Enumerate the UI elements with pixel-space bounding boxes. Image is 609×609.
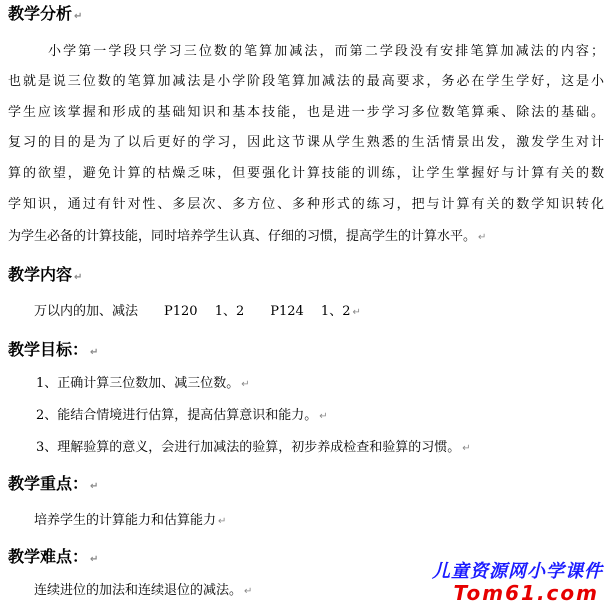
paragraph-mark-icon: ↵ bbox=[241, 379, 250, 390]
objective-item: 1、正确计算三位数加、减三位数。 ↵ bbox=[36, 376, 250, 391]
difficulties-heading: 教学难点： ↵ bbox=[8, 547, 99, 566]
key-points-heading: 教学重点： ↵ bbox=[8, 474, 99, 493]
paragraph-mark-icon: ↵ bbox=[319, 411, 328, 422]
analysis-line: 算的欲望，避免计算的枯燥乏味，但要强化计算技能的训练，让学生掌握好与计算有关的数 bbox=[8, 166, 604, 181]
paragraph-mark-icon: ↵ bbox=[90, 554, 99, 565]
analysis-heading: 教学分析 ↵ bbox=[8, 4, 83, 23]
content-heading: 教学内容 ↵ bbox=[8, 265, 83, 284]
paragraph-mark-icon: ↵ bbox=[244, 586, 253, 597]
objectives-heading: 教学目标： ↵ bbox=[8, 340, 99, 359]
objective-item: 3、理解验算的意义，会进行加减法的验算，初步养成检查和验算的习惯。 ↵ bbox=[36, 440, 471, 455]
paragraph-mark-icon: ↵ bbox=[74, 272, 83, 283]
watermark-latin-text: Tom61.com bbox=[453, 581, 599, 605]
paragraph-mark-icon: ↵ bbox=[462, 443, 471, 454]
objective-item: 2、能结合情境进行估算，提高估算意识和能力。 ↵ bbox=[36, 408, 328, 423]
content-text: 万以内的加、减法 P120 1、2 P124 1、2 ↵ bbox=[34, 304, 361, 319]
difficulties-text: 连续进位的加法和连续退位的减法。 ↵ bbox=[34, 583, 253, 598]
paragraph-mark-icon: ↵ bbox=[90, 347, 99, 358]
paragraph-mark-icon: ↵ bbox=[218, 516, 227, 527]
analysis-line: 复习的目的是为了以后更好的学习，因此这节课从学生熟悉的生活情景出发，激发学生对计 bbox=[8, 135, 604, 150]
paragraph-mark-icon: ↵ bbox=[90, 481, 99, 492]
paragraph-mark-icon: ↵ bbox=[352, 307, 361, 318]
analysis-line: 也就是说三位数的笔算加减法是小学阶段笔算加减法的最高要求，务必在学生学好，这是小 bbox=[8, 74, 604, 89]
analysis-line: 为学生必备的计算技能，同时培养学生认真、仔细的习惯，提高学生的计算水平。 ↵ bbox=[8, 229, 487, 244]
analysis-line: 小学第一学段只学习三位数的笔算加减法，而第二学段没有安排笔算加减法的内容； bbox=[48, 44, 604, 59]
site-watermark bbox=[405, 557, 605, 607]
paragraph-mark-icon: ↵ bbox=[74, 11, 83, 22]
analysis-line: 学知识，通过有针对性、多层次、多方位、多种形式的练习，把与计算有关的数学知识转化 bbox=[8, 197, 604, 212]
paragraph-mark-icon: ↵ bbox=[478, 232, 487, 243]
watermark-chinese-text: 儿童资源网小学课件 bbox=[432, 561, 603, 582]
analysis-line: 学生应该掌握和形成的基础知识和基本技能，也是进一步学习多位数笔算乘、除法的基础。 bbox=[8, 105, 604, 120]
key-points-text: 培养学生的计算能力和估算能力 ↵ bbox=[34, 513, 227, 528]
